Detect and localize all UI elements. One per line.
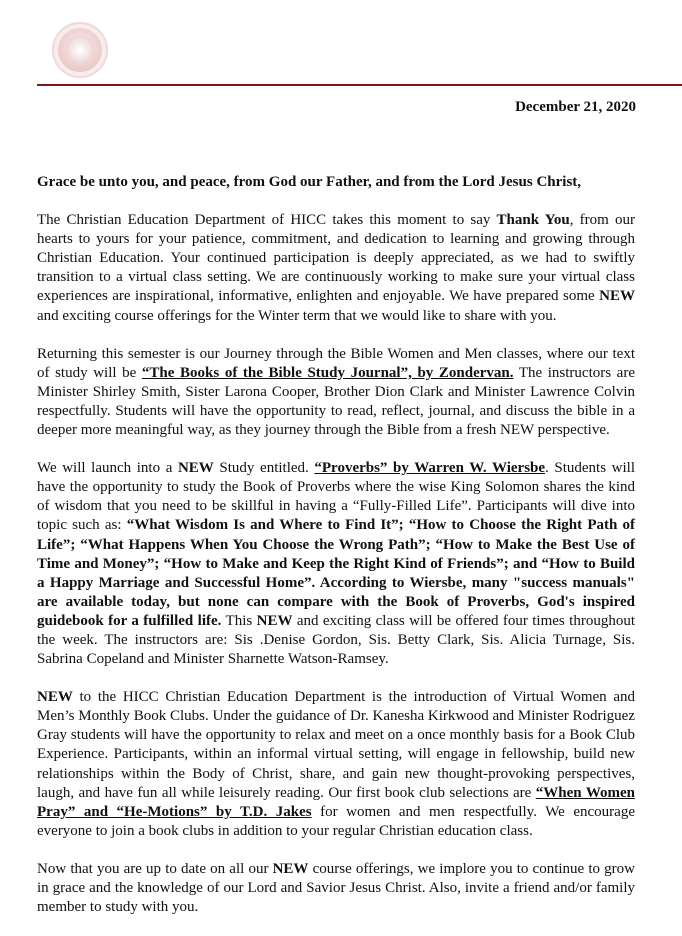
- book-club-selections: “When Women Pray” and “He-Motions” by T.D. Jakes: [37, 784, 635, 820]
- letter-date: December 21, 2020: [515, 99, 636, 115]
- paragraph-thank-you: [37, 211, 635, 326]
- proverbs-topics: “What Wisdom Is and Where to Find It”; “How to Choose the Right Path of Life”; “What Happens When You Choose the Wrong Path”; “How to Make the Best Use of Time and Money”; “How to Make and Keep the Right Kind of Friends”; and “How to Build a Happy Marriage and Successful Home”. According to Wiersbe, many "success manuals" are available today, but none can compare with the Book of Proverbs, God's inspired guidebook for a fulfilled life.: [37, 517, 635, 629]
- p3-text-i: and exciting class will be offered four times throughout the week. The instructors are: Sis .Denise Gordon, Sis. Betty Clark, Sis. Alicia Turnage, Sis. Sabrina Copeland and Minister Sharnette Watson-Ramsey.: [37, 612, 635, 668]
- p5-text-a: Now that you are up to date on all our: [37, 860, 273, 877]
- study-journal-title: “The Books of the Bible Study Journal”, by Zondervan.: [141, 364, 514, 381]
- proverbs-book-title: “Proverbs” by Warren W. Wiersbe: [314, 460, 546, 477]
- church-seal-logo-icon: [52, 22, 108, 78]
- p4-text-d: for women and men respectfully. We encourage everyone to join a book clubs in addition to your regular Christian education class.: [37, 803, 635, 839]
- p5-text-c: course offerings, we implore you to continue to grow in grace and the knowledge of our Lord and Savior Jesus Christ. Also, invite a friend and/or family member to study with you.: [37, 860, 636, 916]
- p1-text-c: , from our hearts to yours for your patience, commitment, and dedication to learning and growing through Christian Education. Your continued participation is deeply appreciated, as we had to swiftly transition to a virtual class setting. We are continuously working to make sure your virtual class experiences are inspirational, informative, enlighten and enjoyable. We have prepared some: [37, 212, 635, 305]
- new-emphasis: NEW: [599, 288, 635, 305]
- paragraph-proverbs: [37, 459, 635, 669]
- new-emphasis: NEW: [256, 612, 293, 629]
- p4-text-b: to the HICC Christian Education Department is the introduction of Virtual Women and Men’s Monthly Book Clubs. Under the guidance of Dr. Kanesha Kirkwood and Minister Rodriguez Gray students will have the opportunity to relax and meet on a once monthly basis for a Book Club Experience. Participants, within an informal virtual setting, will engage in fellowship, build new relationships within the Body of Christ, share, and gain new thought-provoking perspectives, laugh, and have fun all while leisurely reading. Our first book club selections are: [37, 689, 635, 801]
- greeting: Grace be unto you, and peace, from God our Father, and from the Lord Jesus Christ,: [37, 174, 582, 190]
- p3-text-g: This: [221, 612, 257, 629]
- p2-text-a: Returning this semester is our Journey through the Bible Women and Men classes, where our text of study will be: [37, 345, 635, 381]
- new-emphasis: NEW: [272, 860, 309, 877]
- thank-you-emphasis: Thank You: [496, 212, 570, 229]
- paragraph-journey-bible: [37, 345, 635, 440]
- new-emphasis: NEW: [177, 460, 214, 477]
- new-emphasis: NEW: [37, 689, 73, 706]
- p3-text-e: . Students will have the opportunity to study the Book of Proverbs where the wise King Solomon shares the kind of wisdom that you need to be skillful in having a “Fully-Filled Life”. Participants will dive into topic such as:: [37, 460, 636, 534]
- p2-text-c: The instructors are Minister Shirley Smith, Sister Larona Cooper, Brother Dion Clark and Minister Lawrence Colvin respectfully. Students will have the opportunity to read, reflect, journal, and discuss the bible in a deeper more meaningful way, as they journey through the Bible from a fresh NEW perspective.: [37, 364, 635, 439]
- letter-body: [37, 173, 635, 936]
- p3-text-a: We will launch into a: [37, 460, 178, 477]
- p1-text-e: and exciting course offerings for the Winter term that we would like to share with you.: [37, 307, 557, 324]
- header-rule: [37, 84, 682, 86]
- p1-text-a: The Christian Education Department of HICC takes this moment to say: [37, 212, 497, 229]
- p3-text-c: Study entitled.: [213, 460, 315, 477]
- paragraph-book-clubs: [37, 688, 635, 841]
- seal-center: [66, 36, 94, 64]
- paragraph-closing: [37, 860, 635, 917]
